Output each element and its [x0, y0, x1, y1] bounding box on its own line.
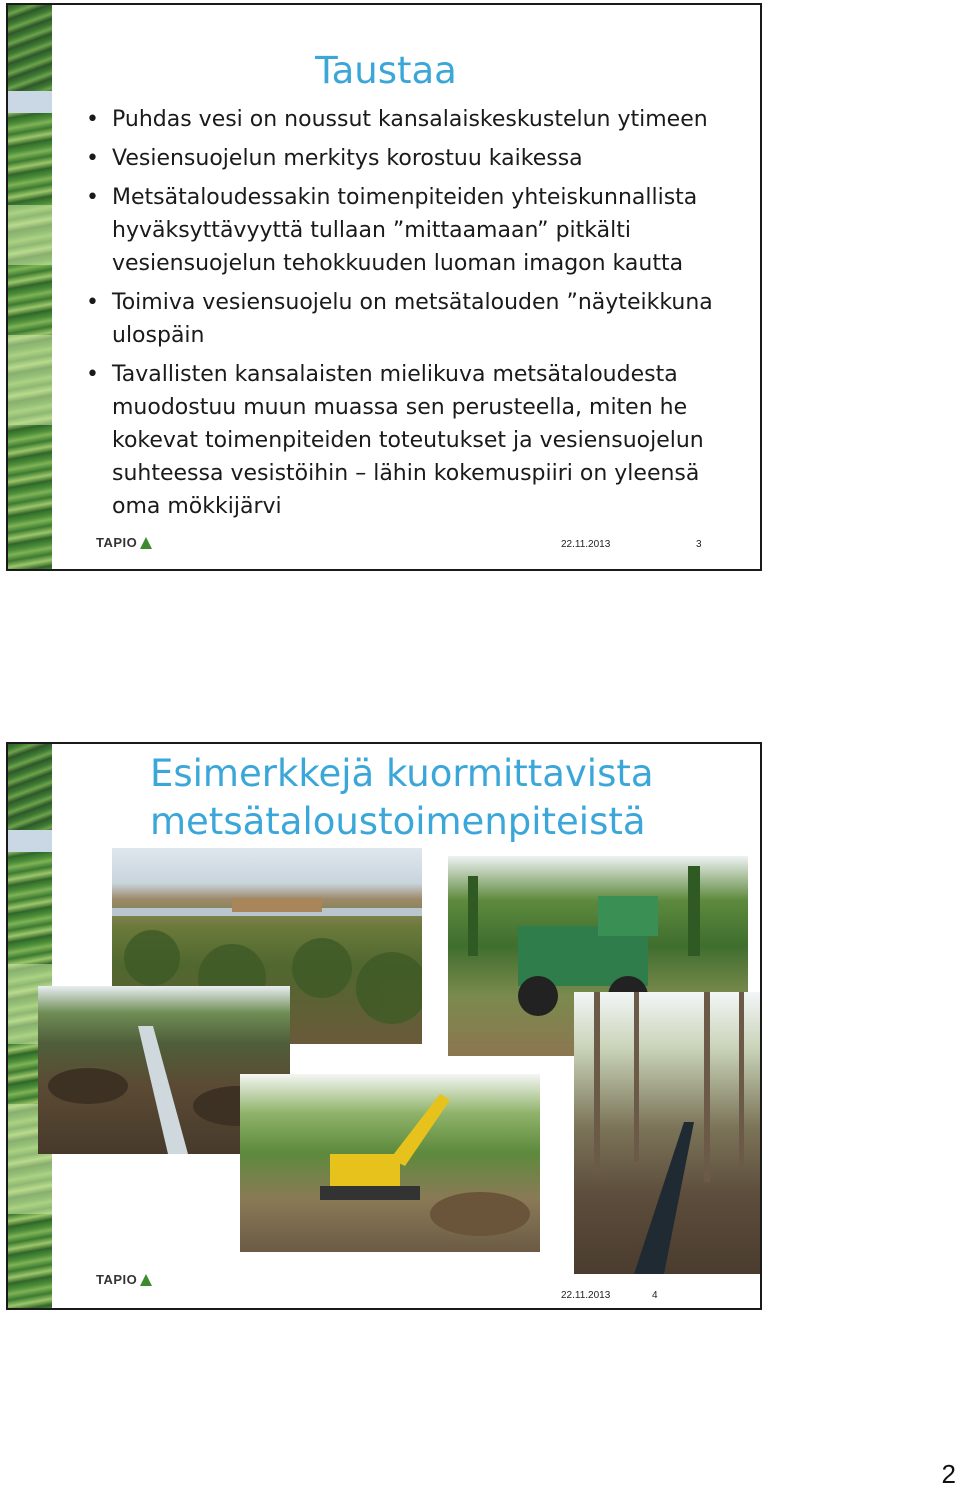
- slide-number: 3: [696, 539, 702, 550]
- tree-icon: [140, 537, 152, 549]
- tapio-logo: TAPIO: [96, 535, 152, 550]
- tapio-logo: TAPIO: [96, 1272, 152, 1287]
- photo-excavator: [240, 1074, 540, 1252]
- bullet-item: • Vesiensuojelun merkitys korostuu kaikessa: [86, 142, 736, 175]
- bullet-list: [86, 103, 736, 529]
- bullet-item: • Toimiva vesiensuojelu on metsätalouden ”näyteikkuna ulospäin: [86, 286, 736, 352]
- slide-date: 22.11.2013: [561, 1290, 611, 1301]
- slide-number: 4: [652, 1290, 658, 1301]
- bullet-item: • Puhdas vesi on noussut kansalaiskeskustelun ytimeen: [86, 103, 736, 136]
- tree-icon: [140, 1274, 152, 1286]
- slide-4: [6, 742, 762, 1310]
- slide-3: [6, 3, 762, 571]
- slide-title: Esimerkkejä kuormittavista metsätaloustoimenpiteistä: [150, 752, 654, 843]
- page-number: 2: [941, 1459, 956, 1489]
- slide-title: Taustaa: [315, 49, 457, 92]
- bullet-item: • Metsätaloudessakin toimenpiteiden yhteiskunnallista hyväksyttävyyttä tullaan ”mittaamaan” pitkälti vesiensuojelun tehokkuuden luoman imagon kautta: [86, 181, 736, 280]
- bullet-item: • Tavallisten kansalaisten mielikuva metsätaloudesta muodostuu muun muassa sen perusteella, miten he kokevat toimenpiteiden toteutukset ja vesiensuojelun suhteessa vesistöihin – lähin kokemuspiiri on yleensä oma mökkijärvi: [86, 358, 736, 523]
- photo-ditch-in-forest: [574, 992, 762, 1274]
- slide-date: 22.11.2013: [561, 539, 611, 550]
